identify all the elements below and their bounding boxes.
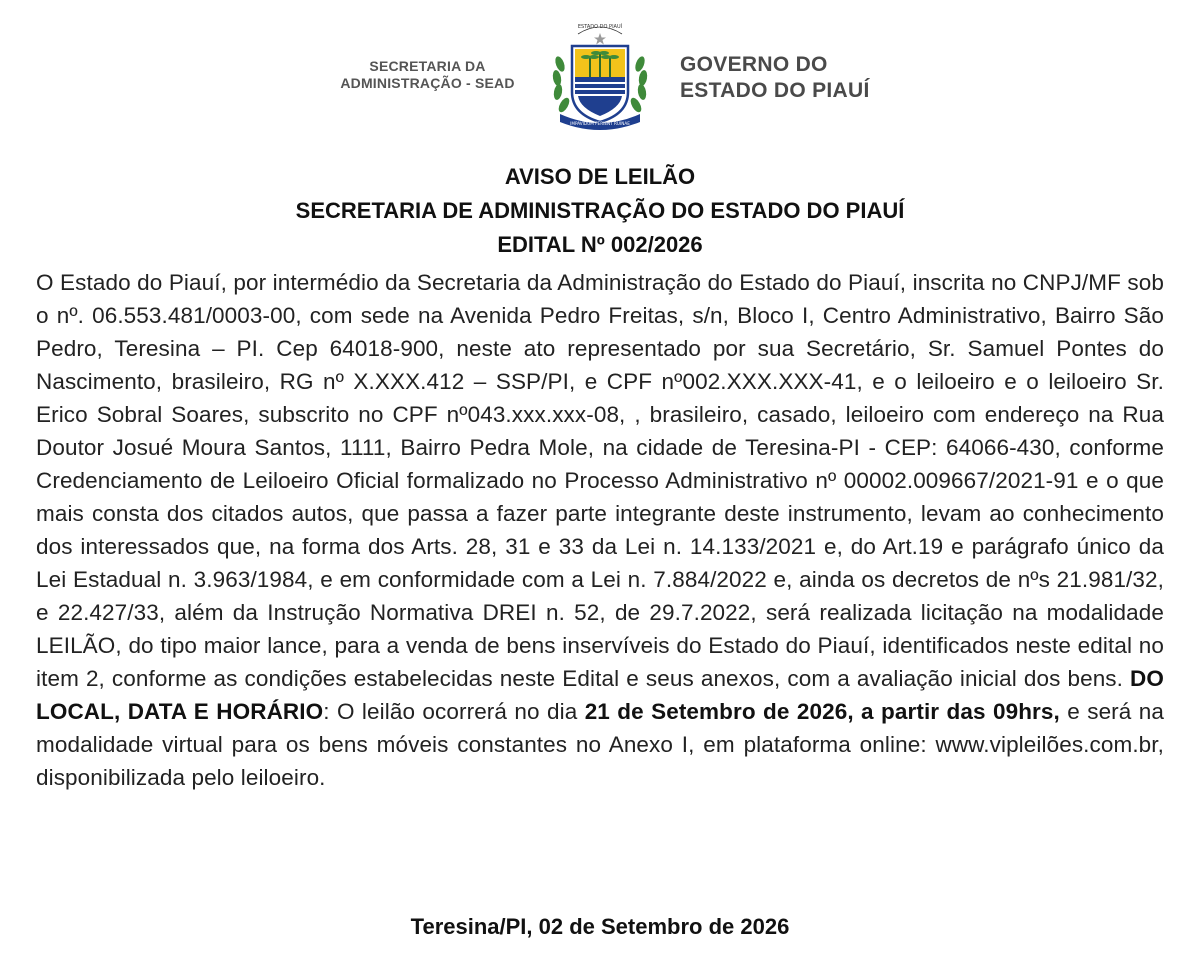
seal-top-text: ESTADO DO PIAUÍ bbox=[577, 24, 623, 30]
body-text-part-2: : O leilão ocorrerá no dia bbox=[323, 699, 585, 724]
notice-titles bbox=[0, 160, 1200, 262]
sead-line-2: ADMINISTRAÇÃO - SEAD bbox=[340, 75, 515, 91]
notice-title: AVISO DE LEILÃO bbox=[504, 164, 696, 189]
seal-motto: IMPAVIDUM FERIENT RUINAE bbox=[570, 121, 630, 126]
gov-line-2: ESTADO DO PIAUÍ bbox=[680, 79, 870, 102]
auction-date: 21 de Setembro de 2026, a partir das 09hrs, bbox=[584, 699, 1060, 724]
edital-number: EDITAL Nº 002/2026 bbox=[497, 232, 703, 257]
letterhead bbox=[0, 14, 1200, 136]
sead-line-1: SECRETARIA DA bbox=[369, 58, 486, 74]
coat-of-arms-icon bbox=[548, 14, 652, 136]
body-text-part-3: e será na modalidade virtual para os bens móveis constantes no Anexo I, em plataforma online: www.vipleilões.com.br, disponibilizada pelo leiloeiro. bbox=[36, 699, 1164, 790]
place-date-signature-line: Teresina/PI, 02 de Setembro de 2026 bbox=[410, 914, 790, 939]
gov-line-1: GOVERNO DO bbox=[680, 53, 828, 76]
body-text-part-1: O Estado do Piauí, por intermédio da Secretaria da Administração do Estado do Piauí, inscrita no CNPJ/MF sob o nº. 06.553.481/0003-00, com sede na Avenida Pedro Freitas, s/n, Bloco I, Centro Administrativo, Bairro São Pedro, Teresina – PI. Cep 64018-900, neste ato representado por sua Secretário, Sr. Samuel Pontes do Nascimento, brasileiro, RG nº X.XXX.412 – SSP/PI, e CPF nº002.XXX.XXX-41, e o leiloeiro e o leiloeiro Sr. Erico Sobral Soares, subscrito no CPF nº043.xxx.xxx-08, , brasileiro, casado, leiloeiro com endereço na Rua Doutor Josué Moura Santos, 1111, Bairro Pedra Mole, na cidade de Teresina-PI - CEP: 64066-430, conforme Credenciamento de Leiloeiro Oficial formalizado no Processo Administrativo nº 00002.009667/2021-91 e o que mais consta dos citados autos, que passa a fazer parte integrante deste instrumento, levam ao conhecimento dos interessados que, na forma dos Arts. 28, 31 e 33 da Lei n. 14.133/2021 e, do Art.19 e parágrafo único da Lei Estadual n. 3.963/1984, e em conformidade com a Lei n. 7.884/2022 e, ainda os decretos de nºs 21.981/32, e 22.427/33, além da Instrução Normativa DREI n. 52, de 29.7.2022, será realizada licitação na modalidade LEILÃO, do tipo maior lance, para a venda de bens inservíveis do Estado do Piauí, identificados neste edital no item 2, conforme as condições estabelecidas neste Edital e seus anexos, com a avaliação inicial dos bens. bbox=[36, 270, 1164, 691]
notice-body bbox=[36, 266, 1164, 794]
notice-issuer: SECRETARIA DE ADMINISTRAÇÃO DO ESTADO DO PIAUÍ bbox=[295, 198, 905, 223]
location-date-heading: DO LOCAL, DATA E HORÁRIO bbox=[36, 666, 1164, 724]
government-logo-text bbox=[680, 52, 940, 104]
sead-logo-text bbox=[320, 58, 535, 92]
